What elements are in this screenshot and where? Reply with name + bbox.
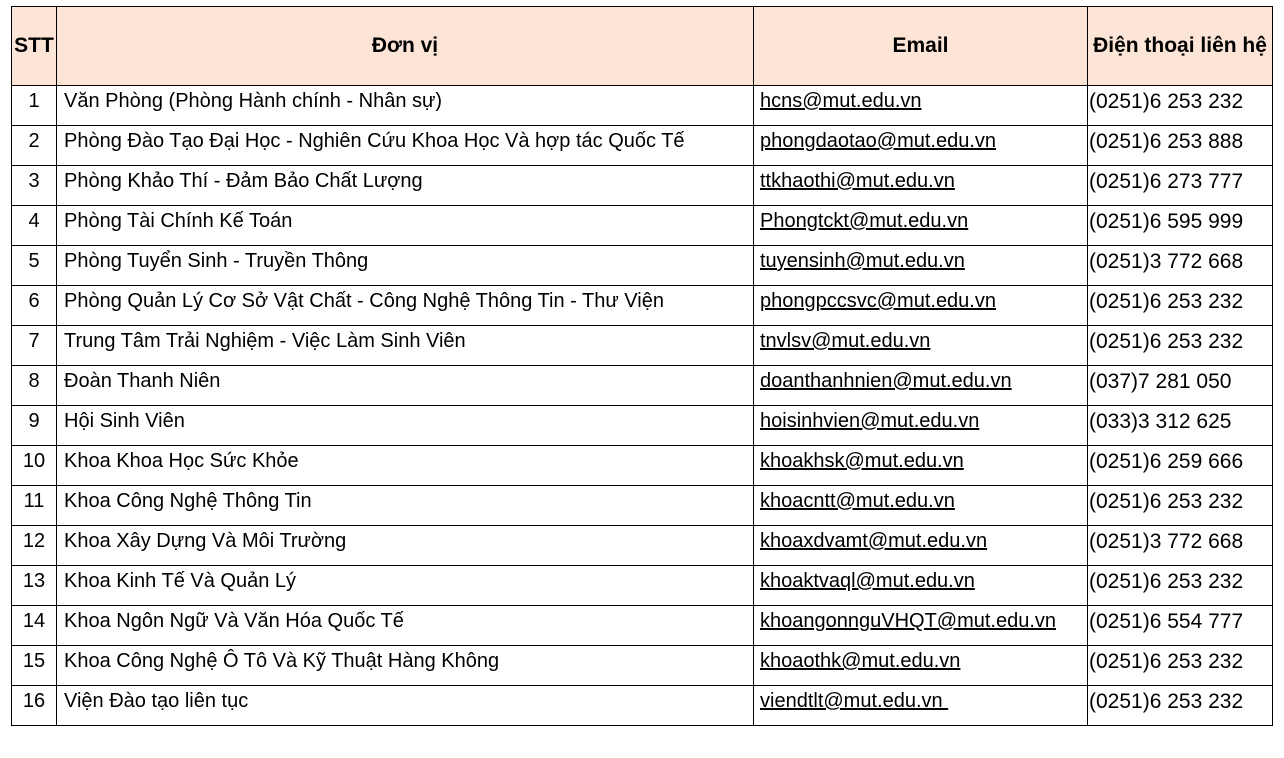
row-stt: 5 <box>12 246 57 286</box>
row-unit: Phòng Tài Chính Kế Toán <box>57 206 754 246</box>
table-row <box>12 406 1273 446</box>
table-row <box>12 606 1273 646</box>
table-row <box>12 206 1273 246</box>
row-email-cell <box>754 606 1088 646</box>
header-phone: Điện thoại liên hệ <box>1088 7 1273 86</box>
row-stt: 10 <box>12 446 57 486</box>
row-unit: Phòng Tuyển Sinh - Truyền Thông <box>57 246 754 286</box>
row-stt: 14 <box>12 606 57 646</box>
email-link[interactable]: viendtlt@mut.edu.vn <box>760 690 949 712</box>
email-link[interactable]: tnvlsv@mut.edu.vn <box>760 330 931 352</box>
contact-table <box>11 6 1273 726</box>
row-stt: 9 <box>12 406 57 446</box>
row-unit: Trung Tâm Trải Nghiệm - Việc Làm Sinh Viên <box>57 326 754 366</box>
row-phone: (0251)6 554 777 <box>1088 606 1273 646</box>
row-email-cell <box>754 366 1088 406</box>
row-email-cell <box>754 406 1088 446</box>
row-unit: Hội Sinh Viên <box>57 406 754 446</box>
row-stt: 12 <box>12 526 57 566</box>
email-link[interactable]: khoangonnguVHQT@mut.edu.vn <box>760 610 1057 632</box>
row-phone: (033)3 312 625 <box>1088 406 1273 446</box>
row-stt: 1 <box>12 86 57 126</box>
header-stt: STT <box>12 7 57 86</box>
contact-table-container <box>11 6 1273 726</box>
row-stt: 2 <box>12 126 57 166</box>
row-email-cell <box>754 286 1088 326</box>
row-phone: (0251)6 253 232 <box>1088 646 1273 686</box>
table-row <box>12 446 1273 486</box>
email-link[interactable]: khoaothk@mut.edu.vn <box>760 650 961 672</box>
row-unit: Khoa Ngôn Ngữ Và Văn Hóa Quốc Tế <box>57 606 754 646</box>
table-row <box>12 286 1273 326</box>
table-header <box>12 7 1273 86</box>
row-email-cell <box>754 486 1088 526</box>
row-unit: Khoa Công Nghệ Ô Tô Và Kỹ Thuật Hàng Không <box>57 646 754 686</box>
row-stt: 7 <box>12 326 57 366</box>
row-phone: (0251)3 772 668 <box>1088 526 1273 566</box>
row-email-cell <box>754 646 1088 686</box>
row-phone: (0251)6 253 232 <box>1088 486 1273 526</box>
row-stt: 6 <box>12 286 57 326</box>
row-email-cell <box>754 86 1088 126</box>
table-row <box>12 486 1273 526</box>
row-stt: 4 <box>12 206 57 246</box>
row-email-cell <box>754 166 1088 206</box>
table-row <box>12 366 1273 406</box>
table-row <box>12 126 1273 166</box>
row-email-cell <box>754 326 1088 366</box>
email-link[interactable]: ttkhaothi@mut.edu.vn <box>760 170 955 192</box>
row-unit: Phòng Khảo Thí - Đảm Bảo Chất Lượng <box>57 166 754 206</box>
email-link[interactable]: tuyensinh@mut.edu.vn <box>760 250 965 272</box>
email-link[interactable]: hcns@mut.edu.vn <box>760 90 922 112</box>
row-unit: Viện Đào tạo liên tục <box>57 686 754 726</box>
row-phone: (0251)6 273 777 <box>1088 166 1273 206</box>
email-link[interactable]: doanthanhnien@mut.edu.vn <box>760 370 1012 392</box>
row-email-cell <box>754 566 1088 606</box>
table-row <box>12 166 1273 206</box>
table-row <box>12 246 1273 286</box>
row-unit: Khoa Xây Dựng Và Môi Trường <box>57 526 754 566</box>
row-phone: (0251)6 253 232 <box>1088 86 1273 126</box>
table-row <box>12 646 1273 686</box>
row-unit: Phòng Đào Tạo Đại Học - Nghiên Cứu Khoa Học Và hợp tác Quốc Tế <box>57 126 754 166</box>
table-row <box>12 526 1273 566</box>
row-email-cell <box>754 686 1088 726</box>
row-unit: Đoàn Thanh Niên <box>57 366 754 406</box>
row-phone: (0251)3 772 668 <box>1088 246 1273 286</box>
email-link[interactable]: khoacntt@mut.edu.vn <box>760 490 955 512</box>
row-unit: Khoa Công Nghệ Thông Tin <box>57 486 754 526</box>
email-link[interactable]: phongdaotao@mut.edu.vn <box>760 130 997 152</box>
row-email-cell <box>754 206 1088 246</box>
row-email-cell <box>754 446 1088 486</box>
row-email-cell <box>754 126 1088 166</box>
row-stt: 15 <box>12 646 57 686</box>
email-link[interactable]: khoaktvaql@mut.edu.vn <box>760 570 975 592</box>
row-phone: (0251)6 253 888 <box>1088 126 1273 166</box>
table-row <box>12 686 1273 726</box>
row-phone: (0251)6 595 999 <box>1088 206 1273 246</box>
header-email: Email <box>754 7 1088 86</box>
row-phone: (0251)6 253 232 <box>1088 686 1273 726</box>
row-stt: 16 <box>12 686 57 726</box>
email-link[interactable]: hoisinhvien@mut.edu.vn <box>760 410 980 432</box>
header-row <box>12 7 1273 86</box>
header-unit: Đơn vị <box>57 7 754 86</box>
row-email-cell <box>754 526 1088 566</box>
email-link[interactable]: khoakhsk@mut.edu.vn <box>760 450 964 472</box>
email-link[interactable]: phongpccsvc@mut.edu.vn <box>760 290 996 312</box>
email-link[interactable]: khoaxdvamt@mut.edu.vn <box>760 530 988 552</box>
row-stt: 11 <box>12 486 57 526</box>
row-stt: 8 <box>12 366 57 406</box>
row-phone: (0251)6 259 666 <box>1088 446 1273 486</box>
row-phone: (0251)6 253 232 <box>1088 566 1273 606</box>
row-phone: (0251)6 253 232 <box>1088 326 1273 366</box>
row-stt: 13 <box>12 566 57 606</box>
row-unit: Văn Phòng (Phòng Hành chính - Nhân sự) <box>57 86 754 126</box>
row-email-cell <box>754 246 1088 286</box>
row-unit: Khoa Kinh Tế Và Quản Lý <box>57 566 754 606</box>
table-row <box>12 566 1273 606</box>
table-row <box>12 86 1273 126</box>
row-phone: (037)7 281 050 <box>1088 366 1273 406</box>
table-row <box>12 326 1273 366</box>
row-unit: Phòng Quản Lý Cơ Sở Vật Chất - Công Nghệ Thông Tin - Thư Viện <box>57 286 754 326</box>
row-unit: Khoa Khoa Học Sức Khỏe <box>57 446 754 486</box>
row-stt: 3 <box>12 166 57 206</box>
table-body <box>12 86 1273 726</box>
row-phone: (0251)6 253 232 <box>1088 286 1273 326</box>
email-link[interactable]: Phongtckt@mut.edu.vn <box>760 210 969 232</box>
